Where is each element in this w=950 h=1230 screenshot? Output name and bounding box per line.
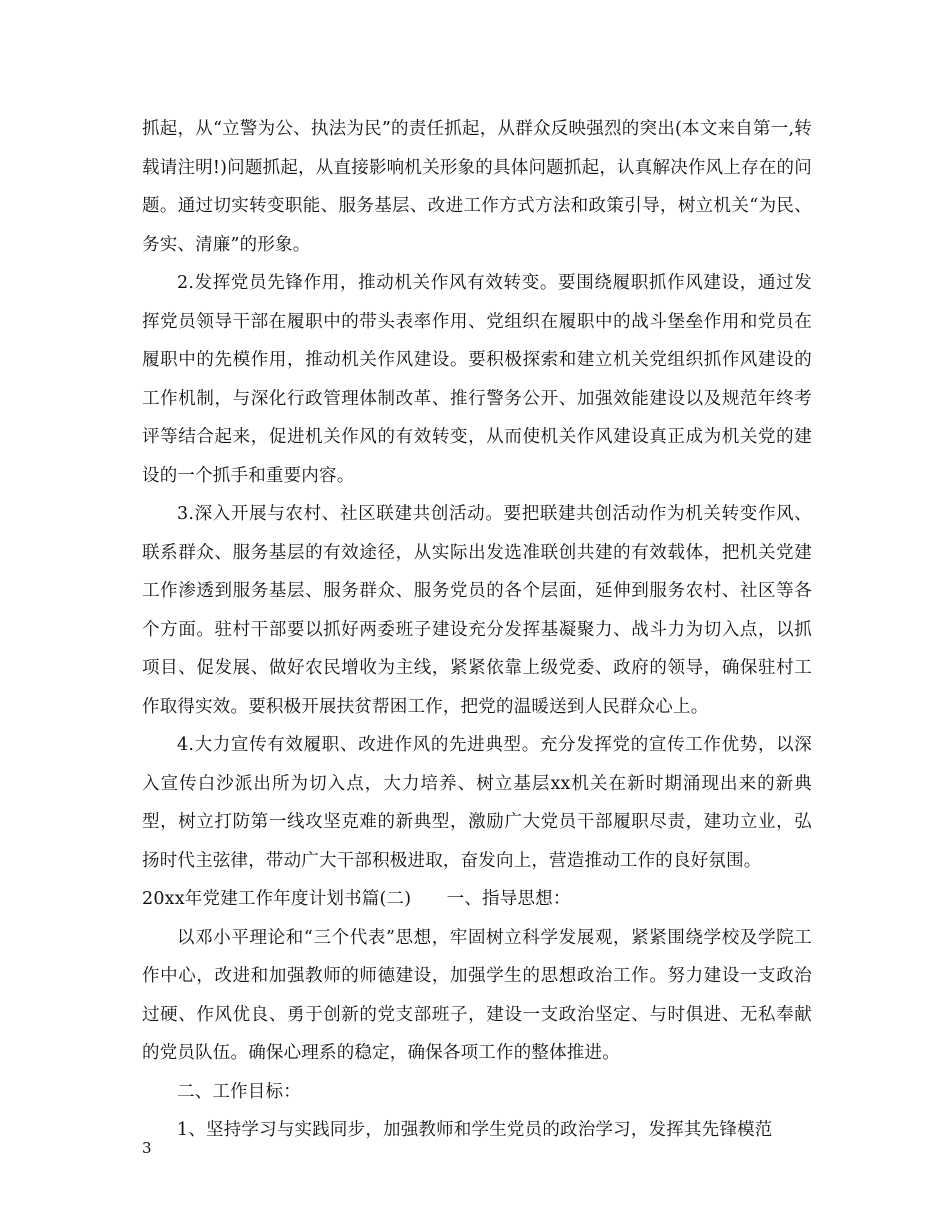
section-heading: 20xx年党建工作年度计划书篇(二) 一、指导思想：	[142, 889, 571, 909]
document-body	[142, 110, 812, 1150]
paragraph-goal-1: 1、坚持学习与实践同步，加强教师和学生党员的政治学习，发挥其先锋模范	[177, 1120, 773, 1140]
paragraph-item-3: 3.深入开展与农村、社区联建共创活动。要把联建共创活动作为机关转变作风、联系群众、服务基层的有效途径，从实际出发选准联创共建的有效载体，把机关党建工作渗透到服务基层、服务群众、服务党员的各个层面，延伸到服务农村、社区等各个方面。驻村干部要以抓好两委班子建设充分发挥基凝聚力、战斗力为切入点，以抓项目、促发展、做好农民增收为主线，紧紧依靠上级党委、政府的领导，确保驻村工作取得实效。要积极开展扶贫帮困工作，把党的温暖送到人民群众心上。	[142, 504, 812, 717]
paragraph-item-2: 2.发挥党员先锋作用，推动机关作风有效转变。要围绕履职抓作风建设，通过发挥党员领导干部在履职中的带头表率作用、党组织在履职中的战斗堡垒作用和党员在履职中的先模作用，推动机关作风建设。要积极探索和建立机关党组织抓作风建设的工作机制，与深化行政管理体制改革、推行警务公开、加强效能建设以及规范年终考评等结合起来，促进机关作风的有效转变，从而使机关作风建设真正成为机关党的建设的一个抓手和重要内容。	[142, 273, 812, 486]
subheading-work-goals: 二、工作目标：	[177, 1081, 301, 1102]
page-number: 3	[142, 1139, 152, 1157]
paragraph-item-4: 4.大力宣传有效履职、改进作风的先进典型。充分发挥党的宣传工作优势，以深入宣传白沙派出所为切入点，大力培养、树立基层xx机关在新时期涌现出来的新典型，树立打防第一线攻坚克难的新典型，激励广大党员干部履职尽责，建功立业，弘扬时代主弦律，带动广大干部积极进取，奋发向上，营造推动工作的良好氛围。	[142, 735, 812, 871]
paragraph-guiding-thought: 以邓小平理论和“三个代表”思想，牢固树立科学发展观，紧紧围绕学校及学院工作中心，改进和加强教师的师德建设，加强学生的思想政治工作。努力建设一支政治过硬、作风优良、勇于创新的党支部班子，建设一支政治坚定、与时俱进、无私奉献的党员队伍。确保心理系的稳定，确保各项工作的整体推进。	[142, 927, 812, 1063]
paragraph-continuation: 抓起，从“立警为公、执法为民”的责任抓起，从群众反映强烈的突出(本文来自第一,转载请注明!)问题抓起，从直接影响机关形象的具体问题抓起，认真解决作风上存在的问题。通过切实转变职能、服务基层、改进工作方式方法和政策引导，树立机关“为民、务实、清廉”的形象。	[142, 119, 812, 255]
